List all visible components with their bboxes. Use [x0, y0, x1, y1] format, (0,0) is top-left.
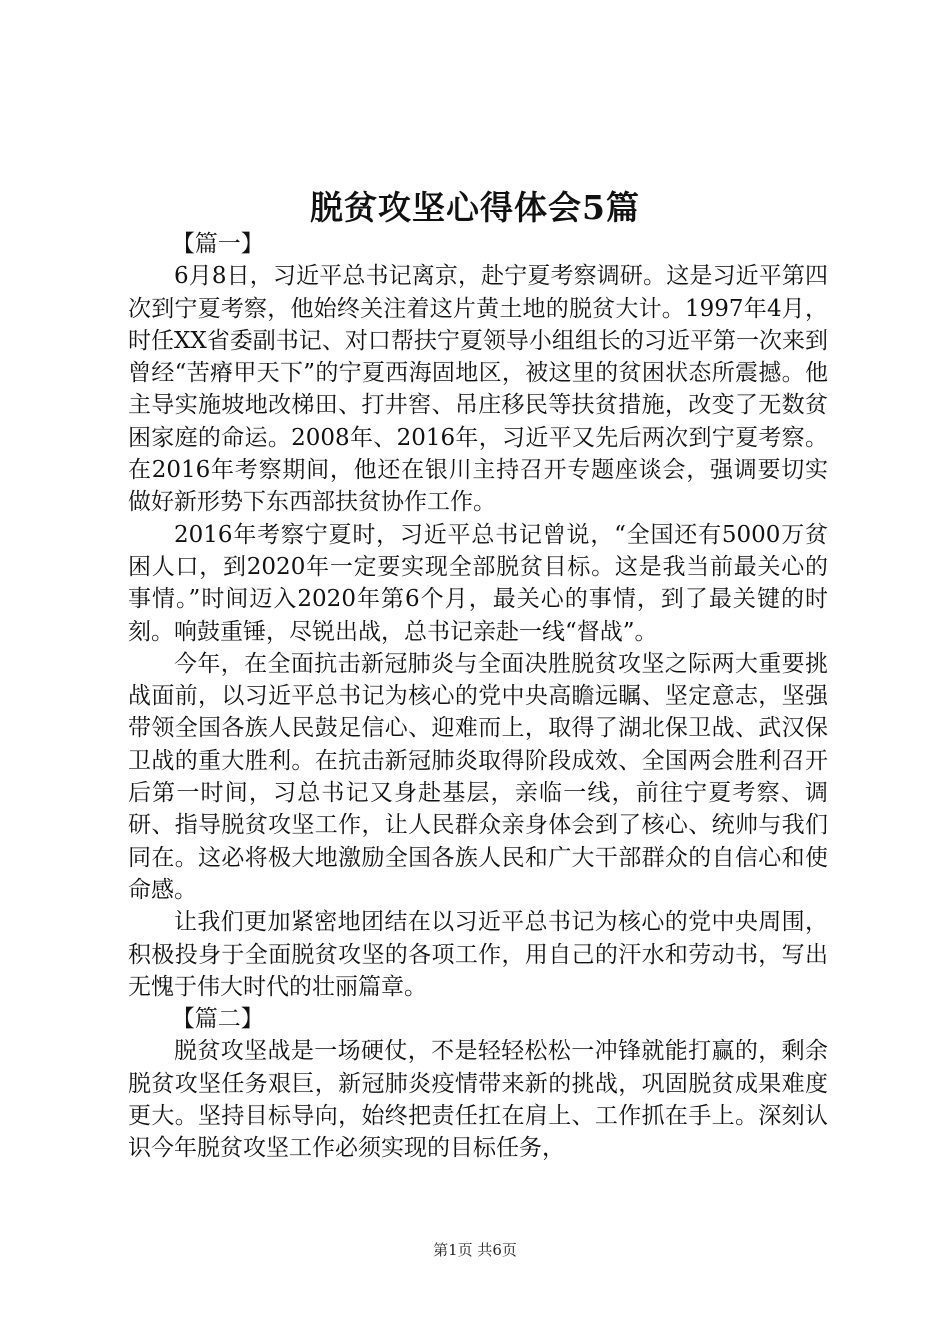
section-heading-1: 【篇一】	[171, 231, 264, 257]
document-body	[128, 228, 828, 1165]
paragraph-1: 6月8日，习近平总书记离京，赴宁夏考察调研。这是习近平第四次到宁夏考察，他始终关注着这片黄土地的脱贫大计。1997年4月，时任XX省委副书记、对口帮扶宁夏领导小组组长的习近平第一次来到曾经“苦瘠甲天下”的宁夏西海固地区，被这里的贫困状态所震撼。他主导实施坡地改梯田、打井窖、吊庄移民等扶贫措施，改变了无数贫困家庭的命运。2008年、2016年，习近平又先后两次到宁夏考察。在2016年考察期间，他还在银川主持召开专题座谈会，强调要切实做好新形势下东西部扶贫协作工作。	[128, 263, 828, 516]
page-footer: 第1页 共6页	[433, 1241, 517, 1259]
paragraph-3: 今年，在全面抗击新冠肺炎与全面决胜脱贫攻坚之际两大重要挑战面前，以习近平总书记为核心的党中央高瞻远瞩、坚定意志，坚强带领全国各族人民鼓足信心、迎难而上，取得了湖北保卫战、武汉保卫战的重大胜利。在抗击新冠肺炎取得阶段成效、全国两会胜利召开后第一时间，习总书记又身赴基层，亲临一线，前往宁夏考察、调研、指导脱贫攻坚工作，让人民群众亲身体会到了核心、统帅与我们同在。这必将极大地激励全国各族人民和广大干部群众的自信心和使命感。	[128, 650, 828, 903]
paragraph-4: 让我们更加紧密地团结在以习近平总书记为核心的党中央周围，积极投身于全面脱贫攻坚的各项工作，用自己的汗水和劳动书，写出无愧于伟大时代的壮丽篇章。	[128, 909, 828, 1000]
paragraph-5: 脱贫攻坚战是一场硬仗，不是轻轻松松一冲锋就能打赢的，剩余脱贫攻坚任务艰巨，新冠肺炎疫情带来新的挑战，巩固脱贫成果难度更大。坚持目标导向，始终把责任扛在肩上、工作抓在手上。深刻认识今年脱贫攻坚工作必须实现的目标任务，	[128, 1038, 828, 1162]
document-title: 脱贫攻坚心得体会5篇	[310, 188, 640, 227]
paragraph-2: 2016年考察宁夏时，习近平总书记曾说，“全国还有5000万贫困人口，到2020年一定要实现全部脱贫目标。这是我当前最关心的事情。”时间迈入2020年第6个月，最关心的事情，到了最关键的时刻。响鼓重锤，尽锐出战，总书记亲赴一线“督战”。	[128, 521, 828, 645]
section-heading-2: 【篇二】	[171, 1006, 264, 1033]
